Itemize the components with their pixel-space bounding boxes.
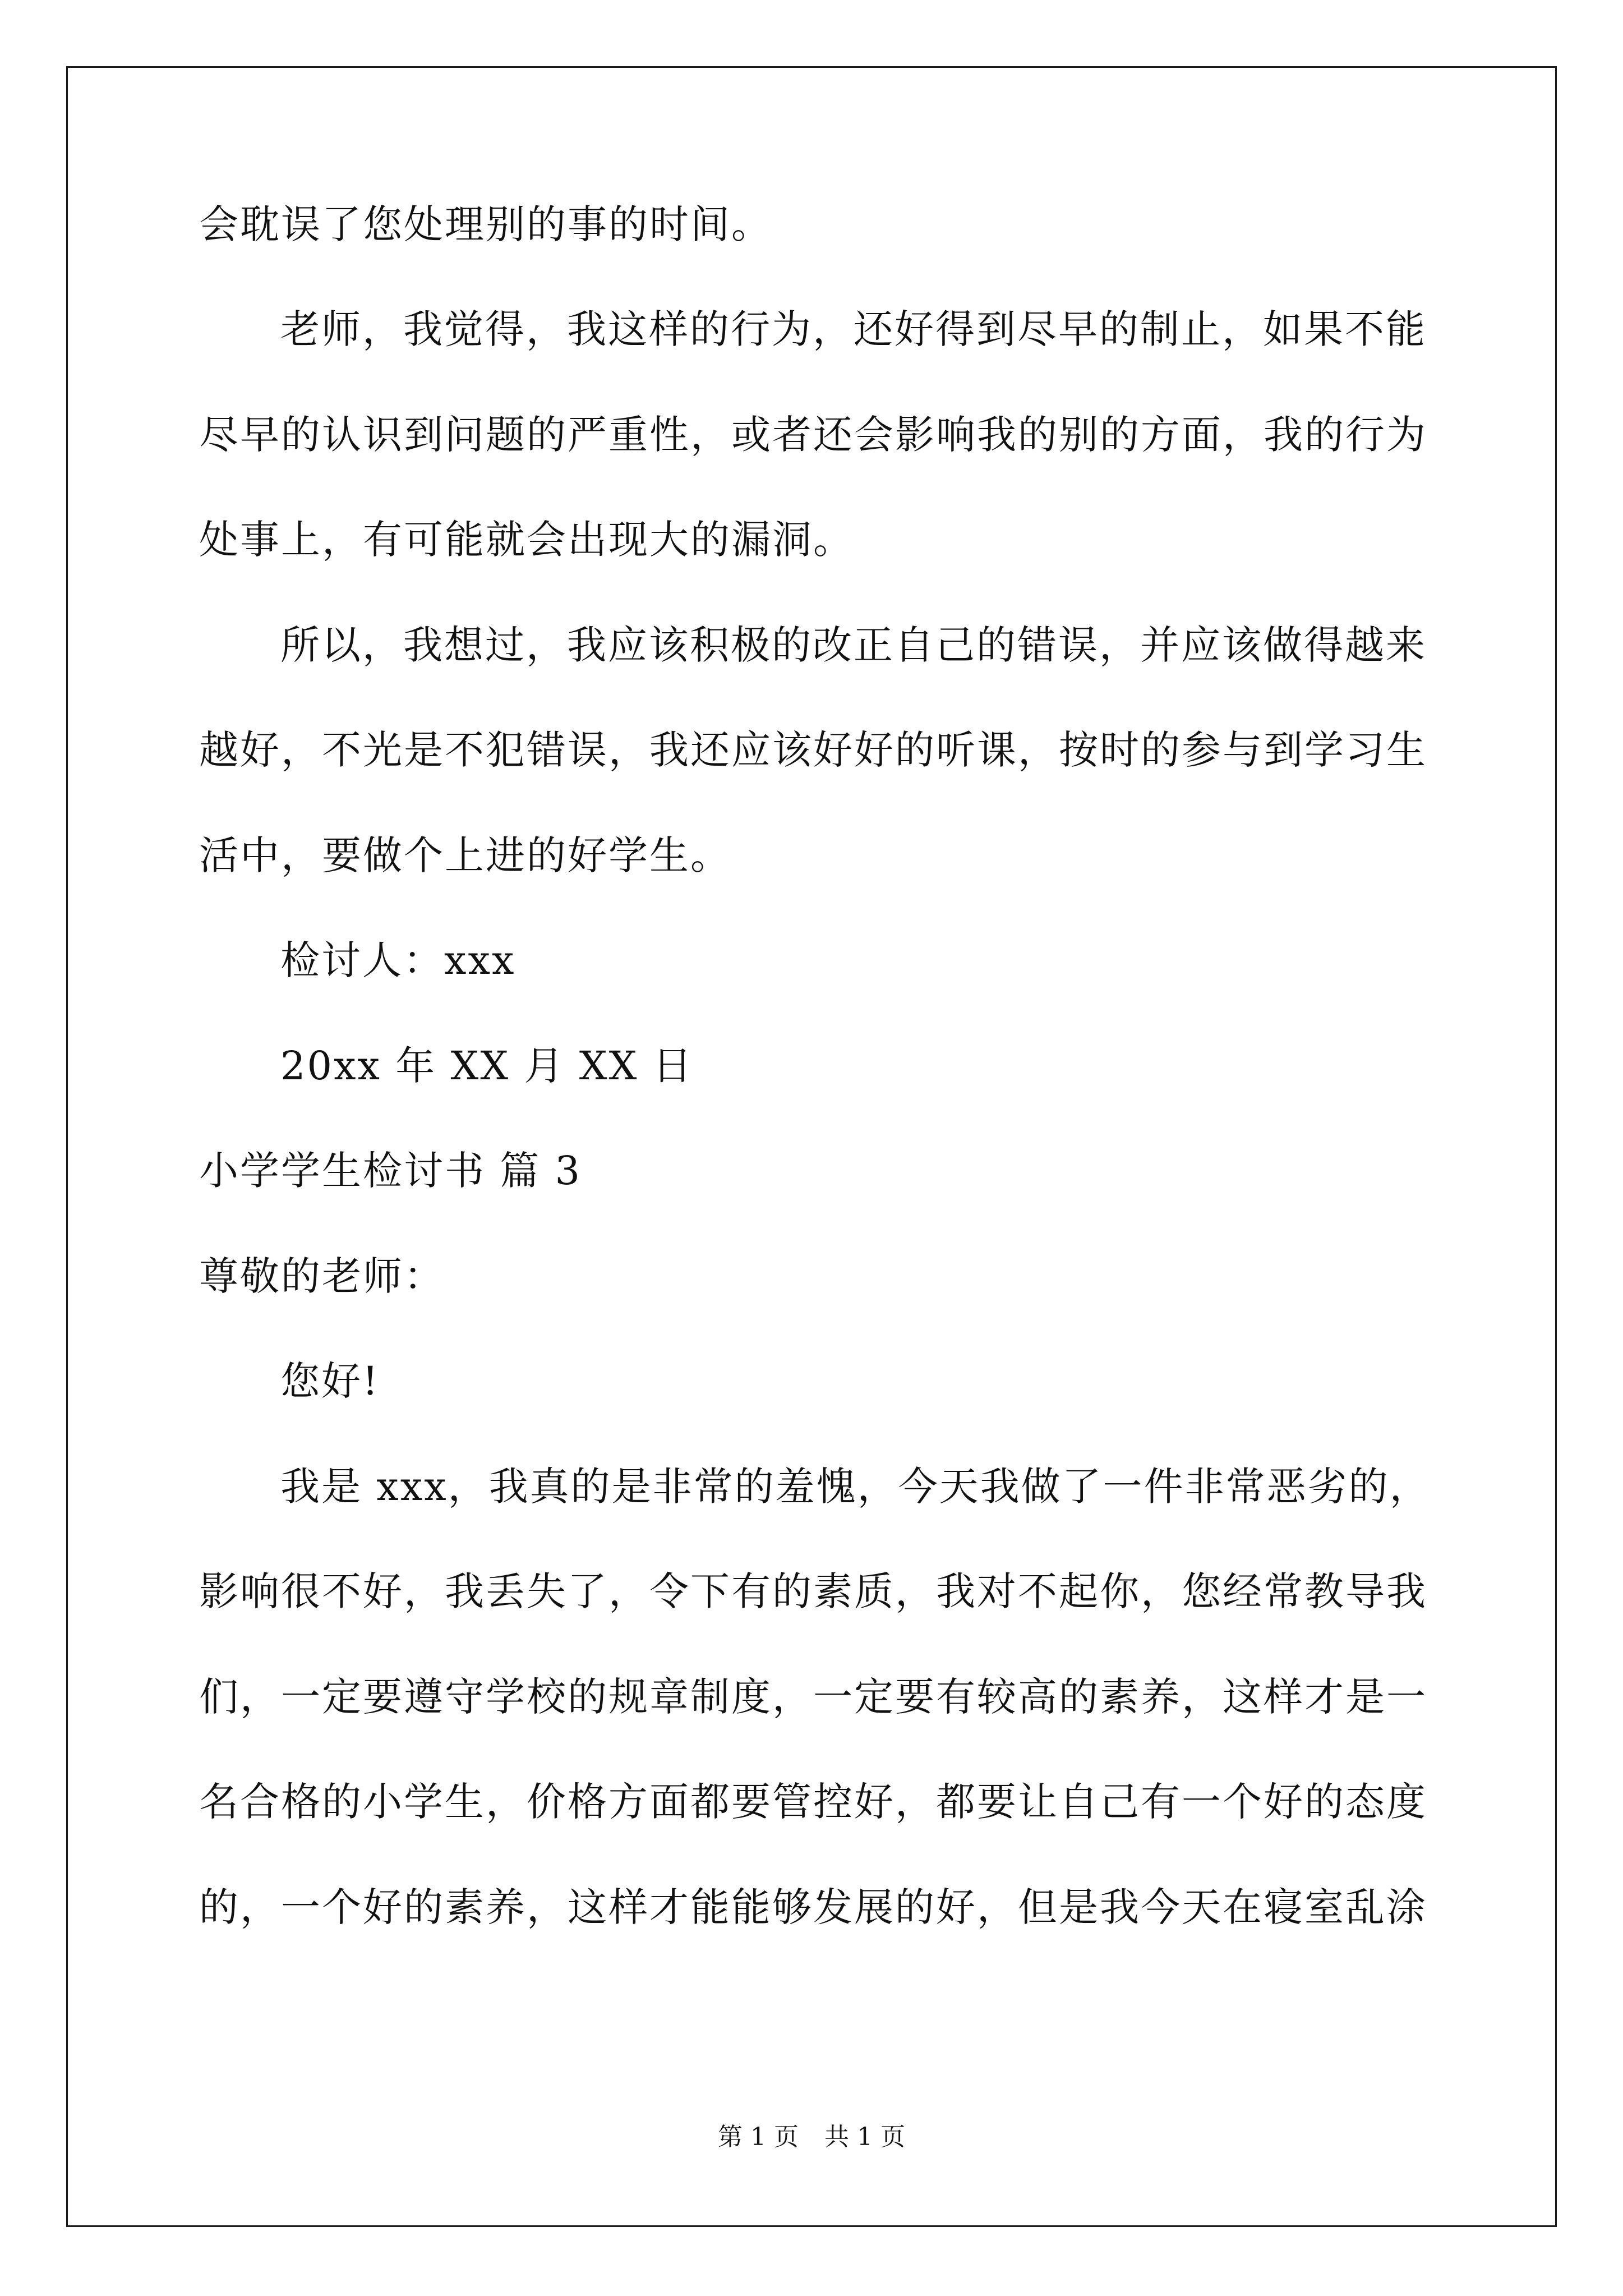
text-line: 处事上，有可能就会出现大的漏洞。	[199, 517, 854, 563]
text-line: 尽早的认识到问题的严重性，或者还会影响我的别的方面，我的行为	[199, 412, 1427, 458]
text-line: 活中，要做个上进的好学生。	[199, 832, 731, 878]
text-line: 名合格的小学生，价格方面都要管控好，都要让自己有一个好的态度	[199, 1779, 1427, 1825]
page-number: 第 1 页	[718, 2123, 799, 2151]
page-footer	[0, 2120, 1623, 2154]
text-line: 老师，我觉得，我这样的行为，还好得到尽早的制止，如果不能	[280, 306, 1427, 352]
page-total: 共 1 页	[824, 2123, 905, 2151]
text-line: 我是 xxx，我真的是非常的羞愧，今天我做了一件非常恶劣的，	[280, 1464, 1431, 1510]
salutation: 尊敬的老师：	[199, 1253, 445, 1299]
text-line: 越好，不光是不犯错误，我还应该好好的听课，按时的参与到学习生	[199, 727, 1427, 773]
text-line: 影响很不好，我丢失了，令下有的素质，我对不起你，您经常教导我	[199, 1568, 1427, 1614]
date-line: 20xx 年 XX 月 XX 日	[280, 1043, 694, 1089]
text-line: 们，一定要遵守学校的规章制度，一定要有较高的素养，这样才是一	[199, 1674, 1427, 1720]
section-heading: 小学学生检讨书 篇 3	[199, 1148, 582, 1194]
signature-line: 检讨人：xxx	[280, 937, 516, 983]
text-line: 会耽误了您处理别的事的时间。	[199, 201, 772, 247]
text-line: 的，一个好的素养，这样才能能够发展的好，但是我今天在寝室乱涂	[199, 1884, 1427, 1930]
text-line: 所以，我想过，我应该积极的改正自己的错误，并应该做得越来	[280, 622, 1427, 668]
greeting: 您好!	[280, 1358, 380, 1404]
